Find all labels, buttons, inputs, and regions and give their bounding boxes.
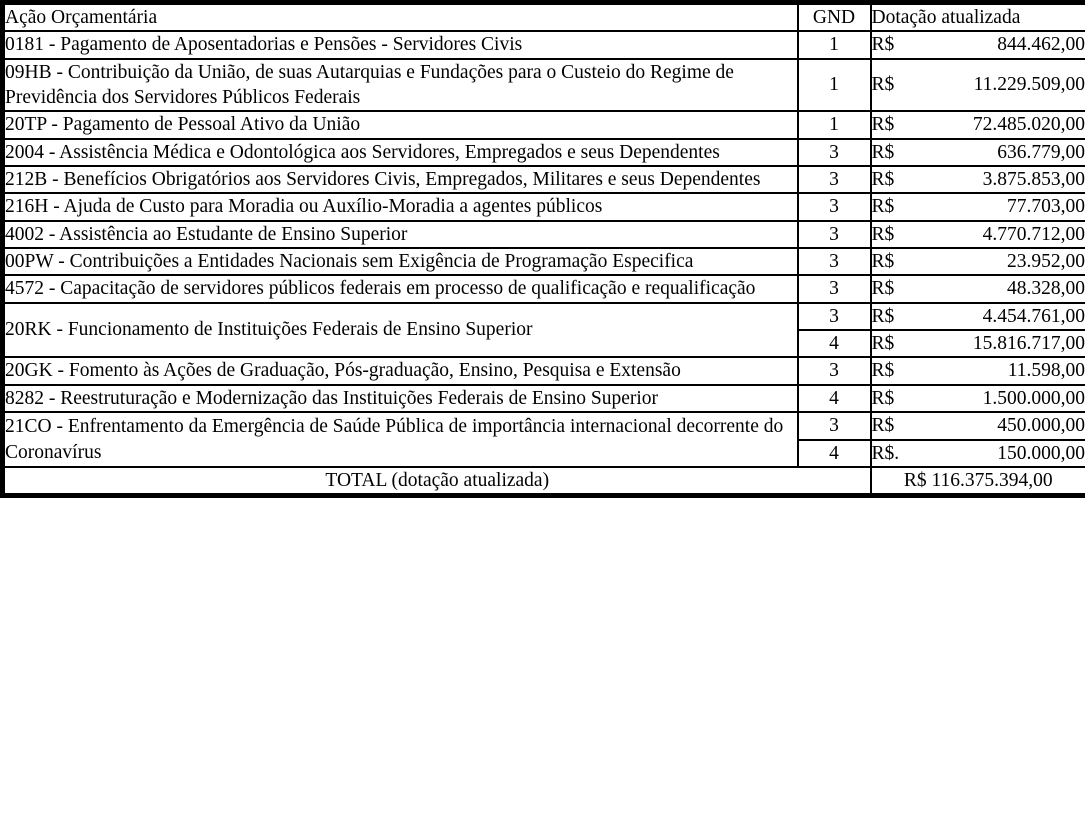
dotacao-cell	[871, 139, 1085, 166]
dotacao-cell	[871, 31, 1085, 58]
currency-symbol: R$	[871, 387, 895, 409]
currency-symbol: R$	[871, 278, 895, 300]
table-row	[3, 275, 1085, 302]
acao-orcamentaria-cell: 09HB - Contribuição da União, de suas Autarquias e Fundações para o Custeio do Regime de Previdência dos Servidores Públicos Federais	[3, 59, 798, 112]
column-header-dotacao: Dotação atualizada	[871, 3, 1085, 32]
table-row	[3, 248, 1085, 275]
amount-value: 72.485.020,00	[972, 114, 1085, 136]
table-row	[3, 139, 1085, 166]
acao-orcamentaria-cell: 20GK - Fomento às Ações de Graduação, Pós-graduação, Ensino, Pesquisa e Extensão	[3, 357, 798, 384]
table-row	[3, 59, 1085, 112]
dotacao-cell	[871, 193, 1085, 220]
money-value	[872, 304, 1085, 329]
acao-orcamentaria-cell: 20RK - Funcionamento de Instituições Federais de Ensino Superior	[3, 303, 798, 358]
dotacao-cell	[871, 59, 1085, 112]
table-row	[3, 221, 1085, 248]
money-value	[872, 386, 1085, 411]
money-value	[872, 331, 1085, 356]
gnd-cell: 4	[798, 330, 871, 357]
money-value	[872, 413, 1085, 438]
amount-value: 11.229.509,00	[973, 74, 1085, 96]
amount-value: 11.598,00	[1007, 360, 1085, 382]
money-value	[872, 441, 1085, 466]
dotacao-cell	[871, 248, 1085, 275]
amount-value: 450.000,00	[997, 415, 1085, 437]
money-value	[872, 222, 1085, 247]
gnd-cell: 3	[798, 275, 871, 302]
acao-orcamentaria-cell: 0181 - Pagamento de Aposentadorias e Pensões - Servidores Civis	[3, 31, 798, 58]
column-header-acao: Ação Orçamentária	[3, 3, 798, 32]
gnd-cell: 3	[798, 193, 871, 220]
table-body	[3, 31, 1085, 467]
currency-symbol: R$	[871, 169, 895, 191]
currency-symbol: R$	[871, 415, 895, 437]
gnd-cell: 3	[798, 412, 871, 439]
gnd-cell: 3	[798, 248, 871, 275]
dotacao-cell	[871, 385, 1085, 412]
currency-symbol: R$	[871, 114, 895, 136]
amount-value: 23.952,00	[1007, 251, 1085, 273]
table-row	[3, 111, 1085, 138]
table-row	[3, 31, 1085, 58]
dotacao-cell	[871, 221, 1085, 248]
currency-symbol: R$.	[871, 442, 900, 464]
dotacao-cell	[871, 166, 1085, 193]
currency-symbol: R$	[871, 223, 895, 245]
currency-symbol: R$	[871, 141, 895, 163]
currency-symbol: R$	[871, 251, 895, 273]
amount-value: 48.328,00	[1007, 278, 1085, 300]
currency-symbol: R$	[871, 333, 895, 355]
amount-value: 1.500.000,00	[982, 387, 1085, 409]
table-total-row	[3, 467, 1085, 496]
acao-orcamentaria-cell: 21CO - Enfrentamento da Emergência de Saúde Pública de importância internacional decorrente do Coronavírus	[3, 412, 798, 467]
table-row	[3, 166, 1085, 193]
column-header-gnd: GND	[798, 3, 871, 32]
money-value	[872, 249, 1085, 274]
amount-value: 4.454.761,00	[982, 305, 1085, 327]
acao-orcamentaria-cell: 8282 - Reestruturação e Modernização das Instituições Federais de Ensino Superior	[3, 385, 798, 412]
money-value	[872, 358, 1085, 383]
gnd-cell: 1	[798, 31, 871, 58]
table-row	[3, 303, 1085, 330]
gnd-cell: 1	[798, 59, 871, 112]
gnd-cell: 3	[798, 303, 871, 330]
dotacao-cell	[871, 357, 1085, 384]
acao-orcamentaria-cell: 2004 - Assistência Médica e Odontológica aos Servidores, Empregados e seus Dependentes	[3, 139, 798, 166]
gnd-cell: 1	[798, 111, 871, 138]
money-value	[872, 167, 1085, 192]
acao-orcamentaria-cell: 4572 - Capacitação de servidores públicos federais em processo de qualificação e requalificação	[3, 275, 798, 302]
gnd-cell: 3	[798, 139, 871, 166]
dotacao-cell	[871, 275, 1085, 302]
table-row	[3, 412, 1085, 439]
dotacao-cell	[871, 303, 1085, 330]
amount-value: 844.462,00	[997, 34, 1085, 56]
amount-value: 636.779,00	[997, 141, 1085, 163]
currency-symbol: R$	[871, 34, 895, 56]
money-value	[872, 112, 1085, 137]
currency-symbol: R$	[871, 305, 895, 327]
money-value	[872, 32, 1085, 57]
table-header-row	[3, 3, 1085, 32]
total-label: TOTAL (dotação atualizada)	[3, 467, 871, 496]
money-value	[872, 140, 1085, 165]
acao-orcamentaria-cell: 212B - Benefícios Obrigatórios aos Servidores Civis, Empregados, Militares e seus Dependentes	[3, 166, 798, 193]
currency-symbol: R$	[871, 196, 895, 218]
amount-value: 15.816.717,00	[972, 333, 1085, 355]
acao-orcamentaria-cell: 4002 - Assistência ao Estudante de Ensino Superior	[3, 221, 798, 248]
total-value: R$ 116.375.394,00	[871, 467, 1085, 496]
dotacao-cell	[871, 440, 1085, 467]
gnd-cell: 4	[798, 440, 871, 467]
gnd-cell: 3	[798, 357, 871, 384]
gnd-cell: 3	[798, 221, 871, 248]
amount-value: 150.000,00	[997, 442, 1085, 464]
dotacao-cell	[871, 111, 1085, 138]
money-value	[872, 276, 1085, 301]
acao-orcamentaria-cell: 20TP - Pagamento de Pessoal Ativo da União	[3, 111, 798, 138]
currency-symbol: R$	[871, 360, 895, 382]
gnd-cell: 3	[798, 166, 871, 193]
money-value	[872, 72, 1085, 97]
table-row	[3, 357, 1085, 384]
money-value	[872, 194, 1085, 219]
table-row	[3, 385, 1085, 412]
amount-value: 3.875.853,00	[982, 169, 1085, 191]
acao-orcamentaria-cell: 216H - Ajuda de Custo para Moradia ou Auxílio-Moradia a agentes públicos	[3, 193, 798, 220]
dotacao-cell	[871, 412, 1085, 439]
acao-orcamentaria-cell: 00PW - Contribuições a Entidades Nacionais sem Exigência de Programação Especifica	[3, 248, 798, 275]
table-row	[3, 193, 1085, 220]
amount-value: 4.770.712,00	[982, 223, 1085, 245]
currency-symbol: R$	[871, 74, 895, 96]
gnd-cell: 4	[798, 385, 871, 412]
dotacao-cell	[871, 330, 1085, 357]
amount-value: 77.703,00	[1007, 196, 1085, 218]
